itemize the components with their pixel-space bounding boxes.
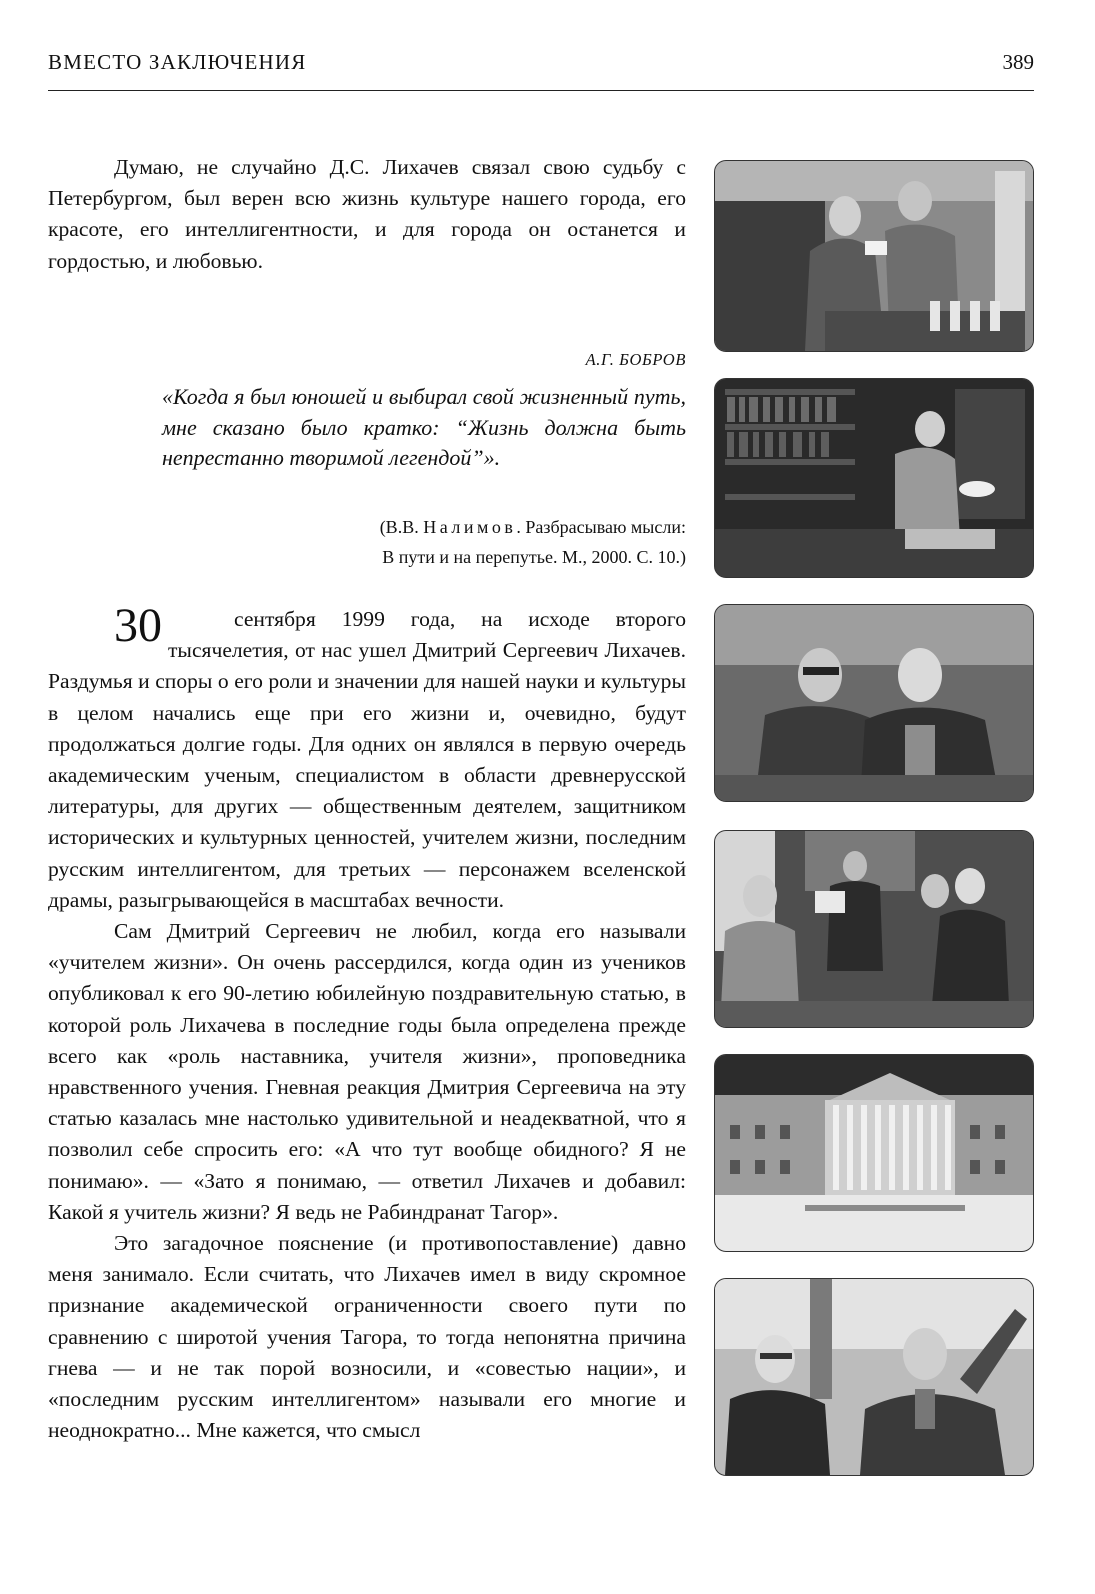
photo-toast — [714, 160, 1034, 352]
running-header — [48, 44, 1034, 91]
intro-paragraph-block — [48, 152, 686, 277]
photo-conversation — [714, 604, 1034, 802]
epigraph-quote: «Когда я был юношей и выбирал свой жизненный путь, мне сказано было кратко: “Жизнь должна быть непрестанно творимой легендой”». — [162, 384, 686, 470]
paragraph-3: Это загадочное пояснение (и противопоставление) давно меня занимало. Если считать, что Лихачев имел в виду скромное признание академической ограниченности своего пути по сравнению с широтой учения Тагора, то тогда непонятна причина гнева — и не так порой возносили, и «совестью нации», и «последним русским интеллигентом» называли его многие и неоднократно... Мне кажется, что смысл — [48, 1231, 686, 1443]
paragraph-1-text: сентября 1999 года, на исходе второго тысячелетия, от нас ушел Дмитрий Сергеевич Лихачев. Раздумья и споры о его роли и значении для нашей науки и культуры в целом начались еще при его жизни и, очевидно, будут продолжаться долгие годы. Для одних он являлся в первую очередь академическим ученым, специалистом в области древнерусской литературы, для других — общественным деятелем, защитником исторических и культурных ценностей, учителем жизни, последним русским интеллигентом, для третьих — персонажем вселенской драмы, разыгрывающейся в масштабах вечности. — [48, 607, 686, 912]
page-number: 389 — [1002, 50, 1034, 74]
paragraph-2: Сам Дмитрий Сергеевич не любил, когда его называли «учителем жизни». Он очень рассердился, когда один из учеников опубликовал к его 90-летию юбилейную поздравительную статью, в которой роль Лихачева в последние годы была определена прежде всего как «роль наставника, учителя жизни», проповедника нравственного учения. Гневная реакция Дмитрия Сергеевича на эту статью казалась мне настолько удивительной и неадекватной, что я позволил себе спросить его: «А что тут вообще обидного? Я не понимаю». — «Зато я понимаю, — ответил Лихачев и добавил: Какой я учитель жизни? Я ведь не Рабиндранат Тагор». — [48, 919, 686, 1224]
photo-podium — [714, 1278, 1034, 1476]
source-title: . Разбрасываю мысли: — [516, 517, 686, 537]
source-author: Налимов — [423, 517, 517, 537]
photo-reception — [714, 830, 1034, 1028]
running-title: ВМЕСТО ЗАКЛЮЧЕНИЯ — [48, 50, 307, 74]
photo-museum-building — [714, 1054, 1034, 1252]
photo-library — [714, 378, 1034, 578]
source-publication: В пути и на перепутье. М., 2000. С. 10.) — [382, 547, 686, 567]
author-signature: А.Г. БОБРОВ — [585, 350, 686, 369]
intro-paragraph: Думаю, не случайно Д.С. Лихачев связал свою судьбу с Петербургом, был верен всю жизнь культуре нашего города, его красоте, его интеллигентности, и для города он останется и гордостью, и любовью. — [48, 155, 686, 273]
main-text — [48, 599, 686, 1446]
source-open: (В.В. — [379, 517, 424, 537]
epigraph-source — [380, 512, 686, 572]
drop-cap: 30 — [114, 599, 162, 652]
paragraph-1 — [48, 599, 686, 916]
